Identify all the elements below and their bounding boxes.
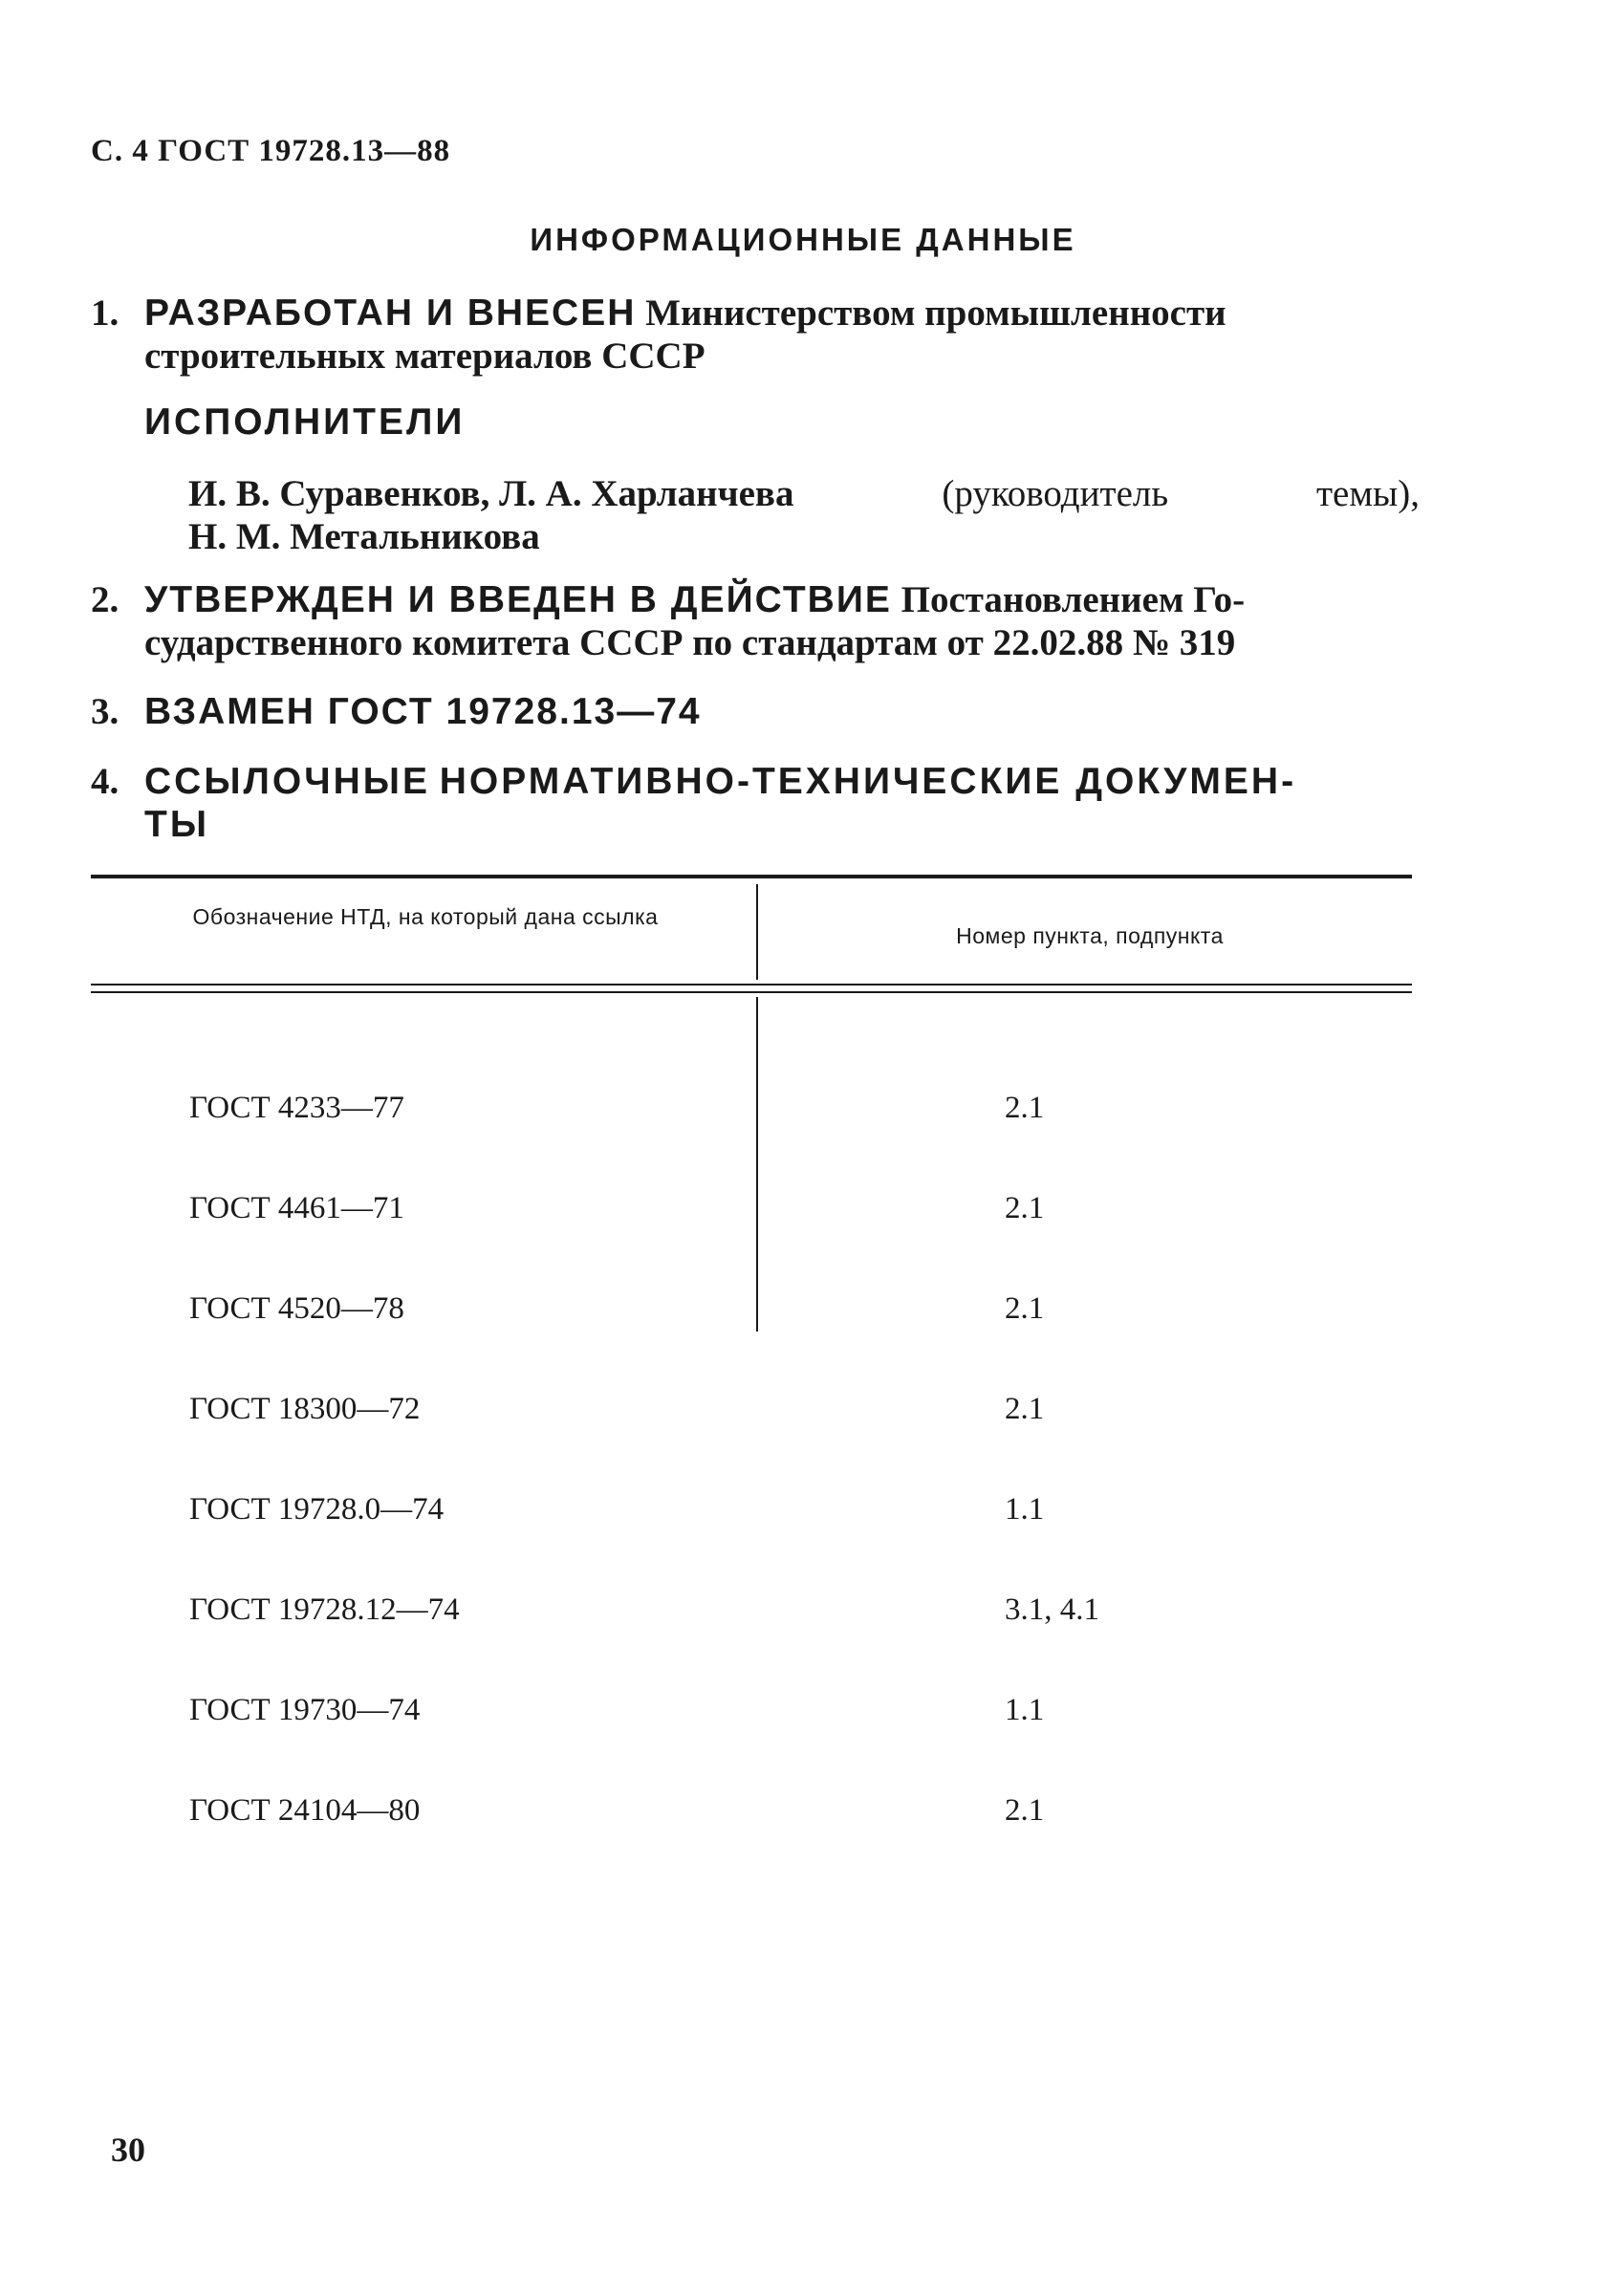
item-2-text-line2: сударственного комитета СССР по стандартам от 22.02.88 № 319	[144, 622, 1236, 663]
item-1-text-line2: строительных материалов СССР	[144, 336, 705, 377]
table-header-rule-2	[91, 991, 1412, 993]
table-cell-clause: 2.1	[1005, 1191, 1045, 1225]
table-header-rule-1	[91, 984, 1412, 986]
item-3-caps: ВЗАМЕН ГОСТ 19728.13—74	[144, 691, 702, 732]
item-3-number: 3.	[91, 691, 119, 732]
item-1-text-b: промышленности	[924, 292, 1226, 334]
item-4-caps-b: НОРМАТИВНО-ТЕХНИЧЕСКИЕ ДОКУМЕН-	[439, 761, 1297, 802]
table-cell-clause: 2.1	[1005, 1091, 1045, 1125]
table-cell-doc: ГОСТ 18300—72	[189, 1392, 421, 1426]
item-1-caps: РАЗРАБОТАН И ВНЕСЕН	[144, 292, 637, 334]
table-cell-clause: 3.1, 4.1	[1005, 1592, 1099, 1627]
table-cell-doc: ГОСТ 19728.12—74	[189, 1592, 460, 1627]
executors-role-a: (руководитель	[942, 473, 1169, 514]
table-cell-doc: ГОСТ 24104—80	[189, 1793, 421, 1828]
table-cell-clause: 2.1	[1005, 1392, 1045, 1426]
item-4-caps-line2: ТЫ	[144, 804, 210, 845]
item-2-number: 2.	[91, 579, 119, 620]
executors-title: ИСПОЛНИТЕЛИ	[144, 401, 466, 443]
executors-names: И. В. Суравенков, Л. А. Харланчева	[188, 473, 794, 514]
table-header-clause: Номер пункта, подпункта	[956, 923, 1224, 948]
table-cell-doc: ГОСТ 4233—77	[189, 1091, 404, 1125]
item-2-text: Постановлением Го-	[901, 579, 1246, 620]
item-3-replaces	[91, 690, 1420, 733]
table-column-clauses	[1005, 1025, 1099, 1861]
executors-list	[188, 472, 1420, 558]
item-2-caps: УТВЕРЖДЕН И ВВЕДЕН В ДЕЙСТВИЕ	[144, 579, 892, 620]
table-cell-doc: ГОСТ 19728.0—74	[189, 1492, 445, 1527]
info-title: ИНФОРМАЦИОННЫЕ ДАННЫЕ	[530, 222, 1076, 257]
item-2-approved	[91, 578, 1420, 664]
page-header: С. 4 ГОСТ 19728.13—88	[91, 134, 451, 168]
item-4-references	[91, 760, 1420, 846]
table-cell-clause: 2.1	[1005, 1793, 1045, 1828]
table-header-divider	[756, 884, 758, 980]
table-cell-doc: ГОСТ 19730—74	[189, 1693, 421, 1727]
table-cell-doc: ГОСТ 4520—78	[189, 1291, 404, 1326]
page-number: 30	[111, 2131, 145, 2169]
table-top-rule	[91, 875, 1412, 878]
executors-role-b: темы),	[1316, 473, 1420, 514]
table-cell-clause: 1.1	[1005, 1693, 1045, 1727]
table-header-doc: Обозначение НТД, на который дана ссылка	[192, 904, 659, 929]
table-cell-clause: 1.1	[1005, 1492, 1045, 1527]
item-4-caps-a: ССЫЛОЧНЫЕ	[144, 761, 430, 802]
item-4-number: 4.	[91, 761, 119, 802]
table-cell-clause: 2.1	[1005, 1291, 1045, 1326]
item-1-developed	[91, 292, 1420, 378]
table-cell-doc: ГОСТ 4461—71	[189, 1191, 404, 1225]
item-1-text-a: Министерством	[645, 292, 916, 334]
executors-name-2: Н. М. Метальникова	[188, 516, 540, 557]
table-column-docs	[189, 1025, 460, 1861]
table-body-divider	[756, 997, 758, 1332]
item-1-number: 1.	[91, 292, 119, 334]
